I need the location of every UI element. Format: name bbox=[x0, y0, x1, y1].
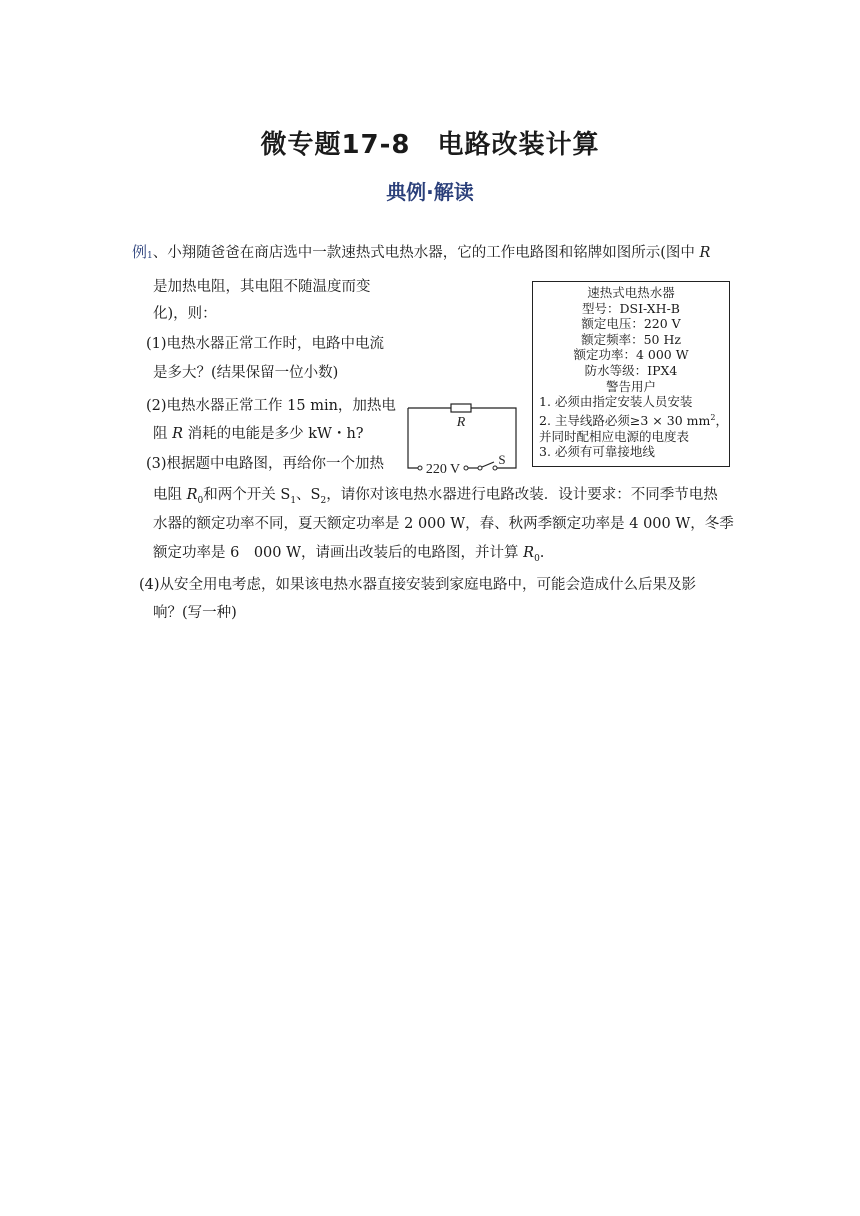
example-line-3: 化)，则： bbox=[153, 306, 217, 322]
q2-text-post: 消耗的电能是多少 kW・h? bbox=[183, 426, 364, 442]
warning-2-sup: 2 bbox=[710, 412, 716, 422]
q3d-text-pre: 额定功率是 6 000 W，请画出改装后的电路图，并计算 bbox=[153, 545, 524, 561]
var-r0-sub: 0 bbox=[197, 495, 204, 506]
switch-label: S bbox=[498, 452, 506, 467]
section-subtitle: 典例·解读 bbox=[386, 180, 474, 204]
question-1-line-a: (1)电热水器正常工作时，电路中电流 bbox=[146, 336, 385, 352]
warning-2-tail: ， bbox=[715, 412, 728, 428]
nameplate-box bbox=[532, 281, 730, 467]
question-2-line-b bbox=[153, 424, 364, 444]
var-r0-sub: 0 bbox=[534, 553, 540, 564]
nameplate-power: 额定功率：4 000 W bbox=[573, 347, 689, 363]
nameplate-warning-title: 警告用户 bbox=[605, 378, 656, 394]
example-text: 、小翔随爸爸在商店选中一款速热式电热水器，它的工作电路图和铭牌如图所示(图中 bbox=[152, 245, 700, 261]
nameplate-warning-1: 1. 必须由指定安装人员安装 bbox=[539, 394, 693, 410]
question-4-line-a: (4)从安全用电考虑，如果该电热水器直接安装到家庭电路中，可能会造成什么后果及影 bbox=[139, 577, 697, 593]
var-r: R bbox=[699, 245, 711, 261]
resistor-symbol bbox=[451, 404, 471, 412]
q3-text-post: ，请你对该电热水器进行电路改装．设计要求：不同季节电热 bbox=[326, 487, 718, 503]
var-s1-sub: 1 bbox=[290, 495, 297, 506]
question-4-line-b: 响？(写一种) bbox=[153, 605, 237, 621]
resistor-label: R bbox=[456, 415, 466, 430]
circuit-wire-left bbox=[408, 408, 418, 468]
circuit-wire-right bbox=[471, 408, 516, 468]
question-3-line-c: 水器的额定功率不同，夏天额定功率是 2 000 W，春、秋两季额定功率是 4 000 W，冬季 bbox=[153, 516, 734, 532]
var-r0: R bbox=[523, 545, 535, 561]
switch-contact bbox=[493, 466, 497, 470]
circuit-diagram bbox=[400, 398, 522, 478]
q3d-text-post: . bbox=[539, 545, 545, 561]
nameplate-warning-3: 3. 必须有可靠接地线 bbox=[539, 444, 655, 460]
switch-blade bbox=[482, 462, 494, 467]
voltage-label: 220 V bbox=[425, 462, 461, 477]
nameplate-waterproof: 防水等级：IPX4 bbox=[584, 362, 678, 378]
nameplate-warning-2b: 并同时配相应电源的电度表 bbox=[539, 428, 690, 444]
var-r0: R bbox=[186, 487, 198, 503]
question-3-line-b bbox=[153, 485, 718, 511]
example-number: 1 bbox=[147, 251, 153, 261]
terminal-left bbox=[418, 466, 422, 470]
nameplate-voltage: 额定电压：220 V bbox=[581, 316, 681, 332]
nameplate-model: 型号：DSI-XH-B bbox=[581, 300, 680, 316]
question-3-line-d bbox=[153, 543, 544, 569]
q2-text-pre: 阻 bbox=[153, 426, 173, 442]
question-1-line-b: 是多大？(结果保留一位小数) bbox=[153, 365, 339, 381]
nameplate-frequency: 额定频率：50 Hz bbox=[581, 331, 681, 347]
example-line-1 bbox=[132, 242, 710, 266]
question-3-line-a: (3)根据题中电路图，再给你一个加热 bbox=[146, 456, 385, 472]
example-label: 例 bbox=[132, 243, 148, 261]
nameplate-warning-2 bbox=[533, 410, 729, 429]
var-s2-sub: 2 bbox=[320, 495, 327, 506]
q3-text-mid2: 、S bbox=[296, 487, 321, 503]
nameplate-title: 速热式电热水器 bbox=[587, 285, 675, 300]
page-title: 微专题17-8 电路改装计算 bbox=[260, 130, 600, 160]
switch-pivot bbox=[478, 466, 482, 470]
q3-text-pre: 电阻 bbox=[153, 487, 187, 503]
warning-2-text: 2. 主导线路必须≥3 × 30 mm bbox=[539, 412, 711, 428]
question-2-line-a: (2)电热水器正常工作 15 min，加热电 bbox=[146, 398, 396, 414]
var-r: R bbox=[172, 426, 184, 442]
terminal-right bbox=[464, 466, 468, 470]
example-line-2: 是加热电阻，其电阻不随温度而变 bbox=[153, 279, 371, 295]
q3-text-mid1: 和两个开关 S bbox=[203, 487, 291, 503]
